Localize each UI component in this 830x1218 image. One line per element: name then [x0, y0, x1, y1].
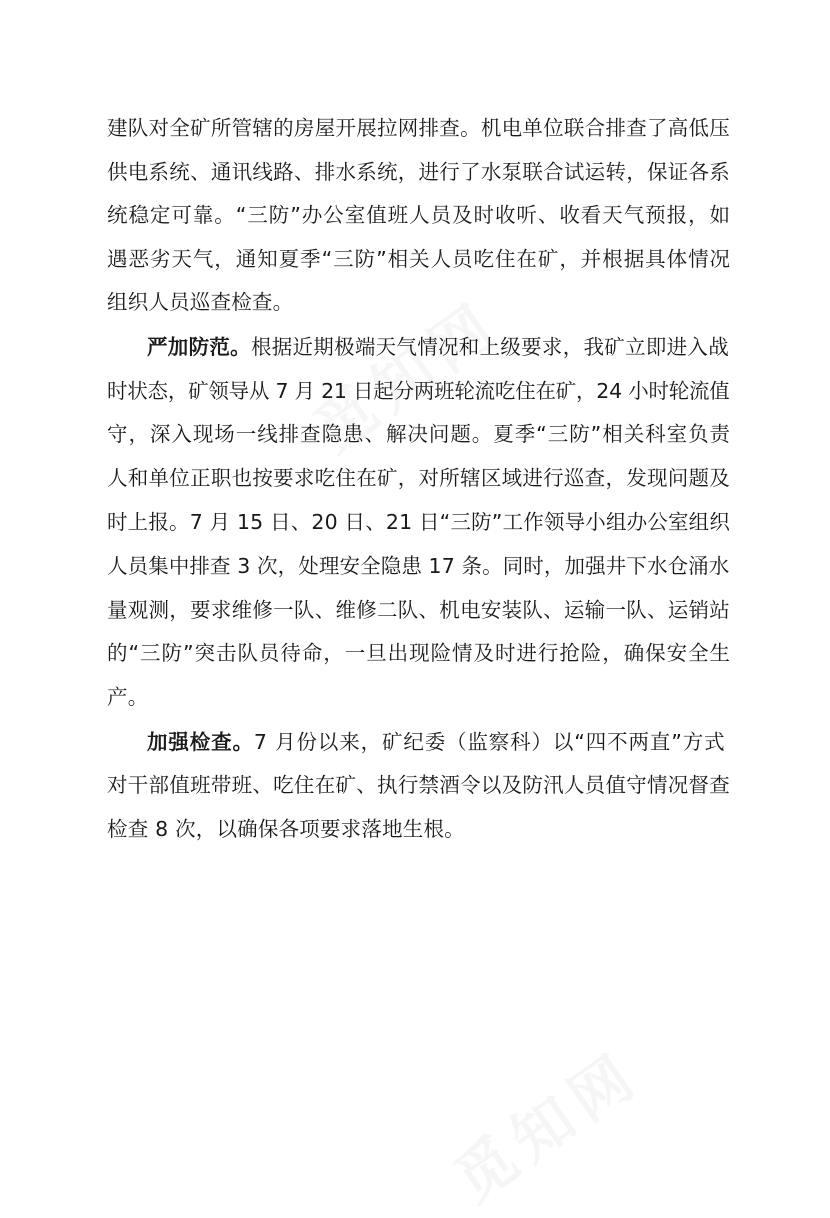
- paragraph-2-first-line: [147, 333, 729, 361]
- paragraph-1-line: 统稳定可靠。“三防”办公室值班人员及时收听、收看天气预报，如: [107, 203, 731, 227]
- watermark: [434, 1028, 655, 1218]
- paragraph-2-line: 时上报。7 月 15 日、20 日、21 日“三防”工作领导小组办公室组织: [107, 510, 730, 534]
- paragraph-3-line: 对干部值班带班、吃住在矿、执行禁酒令以及防汛人员值守情况督查: [107, 773, 731, 797]
- paragraph-2-line: 量观测，要求维修一队、维修二队、机电安装队、运输一队、运销站: [107, 598, 731, 622]
- paragraph-2-heading: 严加防范。: [147, 335, 251, 359]
- paragraph-2-line: 的“三防”突击队员待命，一旦出现险情及时进行抢险，确保安全生: [107, 641, 731, 665]
- paragraph-1-line: 组织人员巡查检查。: [107, 290, 294, 314]
- paragraph-2-line: 人员集中排查 3 次，处理安全隐患 17 条。同时，加强井下水仓涌水: [107, 554, 730, 578]
- paragraph-1-line: 遇恶劣天气，通知夏季“三防”相关人员吃住在矿，并根据具体情况: [107, 247, 731, 271]
- paragraph-1-line: 建队对全矿所管辖的房屋开展拉网排查。机电单位联合排查了高低压: [107, 116, 731, 140]
- paragraph-2-line: 产。: [107, 685, 149, 709]
- paragraph-2-text: 根据近期极端天气情况和上级要求，我矿立即进入战: [250, 335, 730, 359]
- paragraph-2-line: 人和单位正职也按要求吃住在矿，对所辖区域进行巡查，发现问题及: [107, 466, 731, 490]
- paragraph-3-heading: 加强检查。: [147, 730, 254, 754]
- paragraph-2-line: 守，深入现场一线排查隐患、解决问题。夏季“三防”相关科室负责: [107, 422, 731, 446]
- paragraph-1-line: 供电系统、通讯线路、排水系统，进行了水泵联合试运转，保证各系: [107, 160, 731, 184]
- paragraph-3-text: 7 月份以来，矿纪委（监察科）以“四不两直”方式: [253, 730, 726, 754]
- paragraph-3-line: 检查 8 次，以确保各项要求落地生根。: [107, 817, 465, 841]
- paragraph-2-line: 时状态，矿领导从 7 月 21 日起分两班轮流吃住在矿，24 小时轮流值: [107, 379, 730, 403]
- paragraph-3-first-line: [147, 728, 725, 756]
